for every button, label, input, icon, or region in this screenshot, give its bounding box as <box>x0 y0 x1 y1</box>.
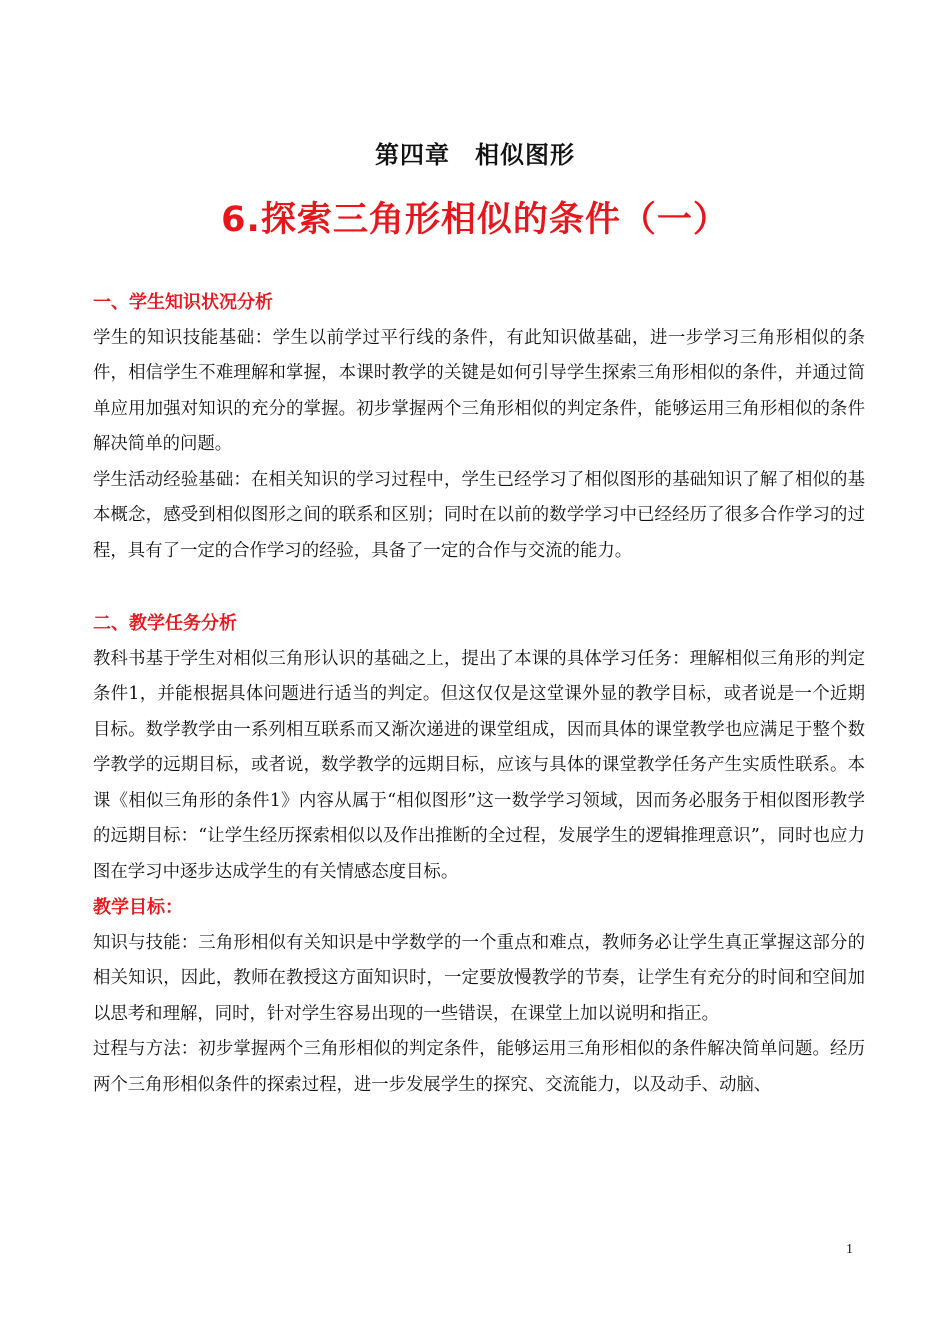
section2-paragraph-1: 教科书基于学生对相似三角形认识的基础之上，提出了本课的具体学习任务：理解相似三角形的判定条件1，并能根据具体问题进行适当的判定。但这仅仅是这堂课外显的教学目标，或者说是一个近期目标。数学教学由一系列相互联系而又渐次递进的课堂组成，因而具体的课堂教学也应满足于整个数学教学的远期目标，或者说，数学教学的远期目标，应该与具体的课堂教学任务产生实质性联系。本课《相似三角形的条件1》内容从属于“相似图形”这一数学学习领域，因而务必服务于相似图形教学的远期目标：“让学生经历探索相似以及作出推断的全过程，发展学生的逻辑推理意识”，同时也应力图在学习中逐步达成学生的有关情感态度目标。 <box>93 648 865 882</box>
section2-paragraph-2: 知识与技能：三角形相似有关知识是中学数学的一个重点和难点，教师务必让学生真正掌握这部分的相关知识，因此，教师在教授这方面知识时，一定要放慢教学的节奏，让学生有充分的时间和空间加以思考和理解，同时，针对学生容易出现的一些错误，在课堂上加以说明和指正。 <box>93 932 865 1024</box>
lesson-title: 6.探索三角形相似的条件（一） <box>221 200 729 240</box>
section1-paragraph-1: 学生的知识技能基础：学生以前学过平行线的条件，有此知识做基础，进一步学习三角形相似的条件，相信学生不难理解和掌握，本课时教学的关键是如何引导学生探索三角形相似的条件，并通过简单应用加强对知识的充分的掌握。初步掌握两个三角形相似的判定条件，能够运用三角形相似的条件解决简单的问题。 <box>93 327 865 454</box>
goals-heading: 教学目标： <box>93 897 183 918</box>
document-body <box>93 285 865 1103</box>
chapter-title: 第四章 相似图形 <box>375 141 575 169</box>
section-gap <box>93 569 865 606</box>
section1-heading: 一、学生知识状况分析 <box>93 292 273 313</box>
section2-paragraph-3: 过程与方法：初步掌握两个三角形相似的判定条件，能够运用三角形相似的条件解决简单问题。经历两个三角形相似条件的探索过程，进一步发展学生的探究、交流能力，以及动手、动脑、 <box>93 1039 865 1095</box>
section1-paragraph-2: 学生活动经验基础：在相关知识的学习过程中，学生已经学习了相似图形的基础知识了解了相似的基本概念，感受到相似图形之间的联系和区别；同时在以前的数学学习中已经经历了很多合作学习的过程，具有了一定的合作学习的经验，具备了一定的合作与交流的能力。 <box>93 469 865 561</box>
section2-heading: 二、教学任务分析 <box>93 613 237 634</box>
page-number: 1 <box>846 1242 853 1257</box>
